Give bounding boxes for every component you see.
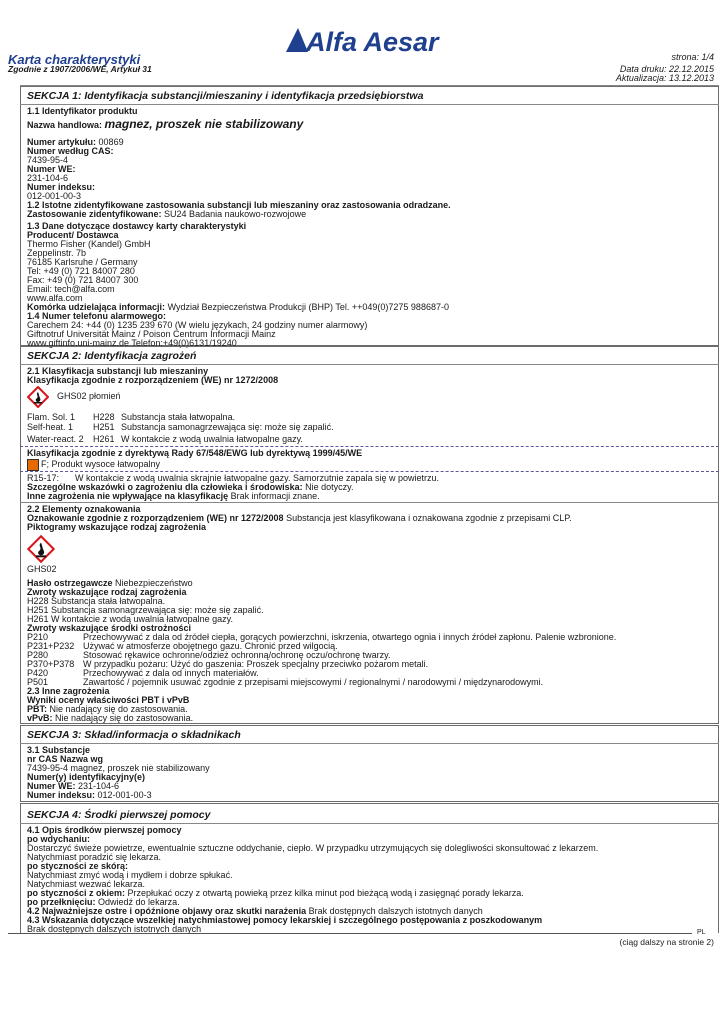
- info-label: Komórka udzielająca informacji:: [27, 303, 166, 312]
- section-3-body: [27, 746, 715, 800]
- article-number: 00869: [98, 138, 124, 147]
- eye-label: po styczności z okiem:: [27, 889, 126, 898]
- p-code: P501: [27, 678, 49, 687]
- producer-website: www.alfa.com: [27, 294, 83, 303]
- we-label: Numer WE:: [27, 165, 76, 174]
- s4-1-heading: 4.1 Opis środków pierwszej pomocy: [27, 826, 182, 835]
- footer-divider: [8, 933, 692, 934]
- emergency-line: Carechem 24: +44 (0) 1235 239 670 (W wielu językach, 24 godziny numer alarmowy): [27, 321, 368, 330]
- cas-number: 7439-95-4: [27, 156, 69, 165]
- dashed-divider: [20, 471, 719, 472]
- section-4-title: SEKCJA 4: Środki pierwszej pomocy: [27, 809, 211, 821]
- s2-r-phrases: [27, 474, 715, 501]
- producer-line: Thermo Fisher (Kandel) GmbH: [27, 240, 151, 249]
- p-text: Przechowywać z dala od źródeł ciepła, gorących powierzchni, iskrzenia, otwartego ognia i innych źródeł zapłonu. Palenie wzbronione.: [83, 633, 617, 642]
- s1-4-heading: 1.4 Numer telefonu alarmowego:: [27, 312, 167, 321]
- cls-h: H251: [93, 422, 115, 432]
- emergency-website: www.giftinfo.uni-mainz.de Telefon:+49(0)6131/19240: [27, 339, 237, 348]
- precaution-label: Zwroty wskazujące środki ostrożności: [27, 624, 192, 633]
- eye-text: Przepłukać oczy z otwartą powieką przez kilka minut pod bieżącą wodą i zasięgnąć porady lekarza.: [127, 889, 524, 898]
- label-reg-value: Substancja jest klasyfikowana i oznakowana zgodnie z przepisami CLP.: [286, 514, 572, 523]
- section-2-divider: [20, 502, 719, 503]
- update-date: Aktualizacja: 13.12.2013: [615, 73, 714, 83]
- p-code: P210: [27, 633, 49, 642]
- cls-h: H228: [93, 412, 115, 422]
- p-text: Zawartość / pojemnik usuwać zgodnie z przepisami miejscowymi / regionalnymi / narodowymi / międzynarodowymi.: [83, 678, 544, 687]
- s3-we-value: 231-104-6: [78, 782, 120, 791]
- cls-h: H261: [93, 434, 115, 444]
- inhal-text: Dostarczyć świeże powietrze, ewentualnie sztuczne oddychanie, ciepło. W przypadku utrzymujących się dolegliwości skonsultować z lekarzem.: [27, 844, 599, 853]
- cls-code: Self-heat. 1: [27, 422, 74, 432]
- vpvb-value: Nie nadający się do zastosowania.: [55, 714, 194, 723]
- ingest-label: po przełknięciu:: [27, 898, 96, 907]
- producer-line: 76185 Karlsruhe / Germany: [27, 258, 138, 267]
- skin-text: Natychmiast zmyć wodą i mydłem i dobrze spłukać.: [27, 871, 233, 880]
- s2-1-heading: 2.1 Klasyfikacja substancji lub mieszaniny: [27, 367, 209, 376]
- classification-row: [27, 423, 334, 432]
- index-number: 012-001-00-3: [27, 192, 82, 201]
- cas-label: Numer według CAS:: [27, 147, 114, 156]
- ghs02-label: GHS02 płomień: [57, 391, 121, 401]
- p-text: Przechowywać z dala od innych materiałów.: [83, 669, 259, 678]
- ids-label: Numer(y) identyfikacyjny(e): [27, 773, 146, 782]
- s2-1-regulation: Klasyfikacja zgodnie z rozporządzeniem (WE) nr 1272/2008: [27, 376, 279, 385]
- signal-label: Hasło ostrzegawcze: [27, 579, 113, 588]
- classification-row: [27, 413, 235, 422]
- language-code: PL: [697, 929, 706, 936]
- producer-line: Tel: +49 (0) 721 84007 280: [27, 267, 135, 276]
- hazard-statement: H251 Substancja samonagrzewająca się: może się zapalić.: [27, 606, 264, 615]
- emergency-line: Giftnotruf Universität Mainz / Poison Centrum Informacji Mainz: [27, 330, 276, 339]
- cls-text: Substancja samonagrzewająca się: może się zapalić.: [121, 422, 334, 432]
- s2-2-body: [27, 579, 715, 723]
- other-value: Brak informacji znane.: [230, 492, 320, 501]
- s4-3-heading: 4.3 Wskazania dotyczące wszelkiej natychmiastowej pomocy lekarskiej i szczególnego postępowania z poszkodowanym: [27, 916, 543, 925]
- hazard-statement: H228 Substancja stała łatwopalna.: [27, 597, 166, 606]
- p-code: P420: [27, 669, 49, 678]
- section-3-title: SEKCJA 3: Skład/informacja o składnikach: [27, 729, 241, 741]
- producer-line: Fax: +49 (0) 721 84007 300: [27, 276, 139, 285]
- pictograms-label: Piktogramy wskazujące rodzaj zagrożenia: [27, 523, 207, 532]
- s3-index-value: 012-001-00-3: [97, 791, 152, 800]
- special-value: Nie dotyczy.: [305, 483, 354, 492]
- hazard-label: Zwroty wskazujące rodzaj zagrożenia: [27, 588, 187, 597]
- directive-f: F; Produkt wysoce łatwopalny: [41, 459, 161, 469]
- producer-line: Zeppelinstr. 7b: [27, 249, 87, 258]
- dashed-divider: [20, 446, 719, 447]
- s2-2-headings: [27, 505, 715, 532]
- s2-3-heading: 2.3 Inne zagrożenia: [27, 687, 110, 696]
- producer-label: Producent/ Dostawca: [27, 231, 119, 240]
- use-label: Zastosowanie zidentyfikowane:: [27, 210, 162, 219]
- s3-1-heading: 3.1 Substancje: [27, 746, 91, 755]
- document-subtitle: Zgodnie z 1907/2006/WE, Artykuł 31: [8, 64, 152, 74]
- section-1-body: [27, 107, 715, 348]
- label-reg-label: Oznakowanie zgodnie z rozporządzeniem (WE) nr 1272/2008: [27, 514, 284, 523]
- s2-directive: [27, 449, 715, 458]
- classification-row: [27, 435, 303, 444]
- section-1-title-divider: [20, 104, 719, 105]
- producer-email: Email: tech@alfa.com: [27, 285, 115, 294]
- pbt-title: Wyniki oceny właściwości PBT i vPvB: [27, 696, 190, 705]
- cls-text: W kontakcie z wodą uwalnia łatwopalne gazy.: [121, 434, 303, 444]
- trade-name-label: Nazwa handlowa:: [27, 120, 103, 130]
- s2-2-heading: 2.2 Elementy oznakowania: [27, 505, 141, 514]
- p-code: P370+P378: [27, 660, 75, 669]
- section-4-body: [27, 826, 715, 934]
- p-code: P231+P232: [27, 642, 75, 651]
- p-text: Stosować rękawice ochronne/odzież ochronną/ochronę oczu/ochronę twarzy.: [83, 651, 391, 660]
- s1-3-heading: 1.3 Dane dotyczące dostawcy karty charakterystyki: [27, 222, 247, 231]
- cls-text: Substancja stała łatwopalna.: [121, 412, 236, 422]
- ghs02-code: GHS02: [27, 564, 57, 574]
- info-value: Wydział Bezpieczeństwa Produkcji (BHP) Tel. ++049(0)7275 988687-0: [167, 303, 449, 312]
- pbt-value: Nie nadający się do zastosowania.: [49, 705, 188, 714]
- other-label: Inne zagrożenia nie wpływające na klasyfikację: [27, 492, 229, 501]
- directive-label: Klasyfikacja zgodnie z dyrektywą Rady 67/548/EWG lub dyrektywą 1999/45/WE: [27, 449, 363, 458]
- vpvb-label: vPvB:: [27, 714, 53, 723]
- use-value: SU24 Badania naukowo-rozwojowe: [164, 210, 307, 219]
- p-code: P280: [27, 651, 49, 660]
- logo-text: Alfa Aesar: [306, 27, 439, 57]
- r-text: W kontakcie z wodą uwalnia skrajnie łatwopalne gazy. Samorzutnie zapala się w powietrzu.: [75, 474, 440, 483]
- inhal-text: Natychmiast poradzić się lekarza.: [27, 853, 162, 862]
- pbt-label: PBT:: [27, 705, 47, 714]
- article-label: Numer artykułu:: [27, 138, 97, 147]
- ghs02-pictogram-icon: [27, 535, 55, 563]
- ingest-text: Odwiedź do lekarza.: [98, 898, 180, 907]
- alfa-aesar-logo: [284, 22, 450, 58]
- s4-2-heading: 4.2 Najważniejsze ostre i opóźnione objawy oraz skutki narażenia: [27, 907, 307, 916]
- signal-word: Niebezpieczeństwo: [115, 579, 193, 588]
- s1-2-heading: 1.2 Istotne zidentyfikowane zastosowania substancji lub mieszaniny oraz zastosowania odradzane.: [27, 201, 451, 210]
- print-date: Data druku: 22.12.2015: [619, 64, 714, 74]
- cls-code: Flam. Sol. 1: [27, 412, 76, 422]
- special-label: Szczególne wskazówki o zagrożeniu dla człowieka i środowiska:: [27, 483, 303, 492]
- section-2-title: SEKCJA 2: Identyfikacja zagrożeń: [27, 350, 197, 362]
- s2-1-headings: [27, 367, 715, 385]
- p-text: Używać w atmosferze obojętnego gazu. Chronić przed wilgocią.: [83, 642, 338, 651]
- document-title: Karta charakterystyki: [8, 52, 141, 67]
- cls-code: Water-react. 2: [27, 434, 84, 444]
- s4-3-value: Brak dostępnych dalszych istotnych danych: [27, 925, 202, 934]
- page-number: strona: 1/4: [671, 52, 714, 62]
- section-1-title: SEKCJA 1: Identyfikacja substancji/mieszaniny i identyfikacja przedsiębiorstwa: [27, 90, 424, 102]
- cas-name-label: nr CAS Nazwa wg: [27, 755, 104, 764]
- p-text: W przypadku pożaru: Użyć do gaszenia: Proszek specjalny przeciwko pożarom metali.: [83, 660, 429, 669]
- s4-2-value: Brak dostępnych dalszych istotnych danych: [308, 907, 483, 916]
- s3-index-label: Numer indeksu:: [27, 791, 96, 800]
- s3-we-label: Numer WE:: [27, 782, 76, 791]
- flame-symbol-icon: [27, 459, 39, 471]
- section-3-title-divider: [20, 743, 719, 744]
- hazard-statement: H261 W kontakcie z wodą uwalnia łatwopalne gazy.: [27, 615, 233, 624]
- ghs02-flame-icon: [27, 386, 49, 408]
- r-code: R15-17:: [27, 474, 60, 483]
- we-number: 231-104-6: [27, 174, 69, 183]
- cas-name-value: 7439-95-4 magnez, proszek nie stabilizowany: [27, 764, 210, 773]
- s1-1-heading: 1.1 Identyfikator produktu: [27, 107, 138, 116]
- trade-name: magnez, proszek nie stabilizowany: [104, 117, 304, 131]
- skin-label: po styczności ze skórą:: [27, 862, 129, 871]
- section-2-title-divider: [20, 364, 719, 365]
- inhal-label: po wdychaniu:: [27, 835, 90, 844]
- section-4-title-divider: [20, 823, 719, 824]
- skin-text: Natychmiast wezwać lekarza.: [27, 880, 146, 889]
- continued-note: (ciąg dalszy na stronie 2): [619, 937, 714, 947]
- index-label: Numer indeksu:: [27, 183, 96, 192]
